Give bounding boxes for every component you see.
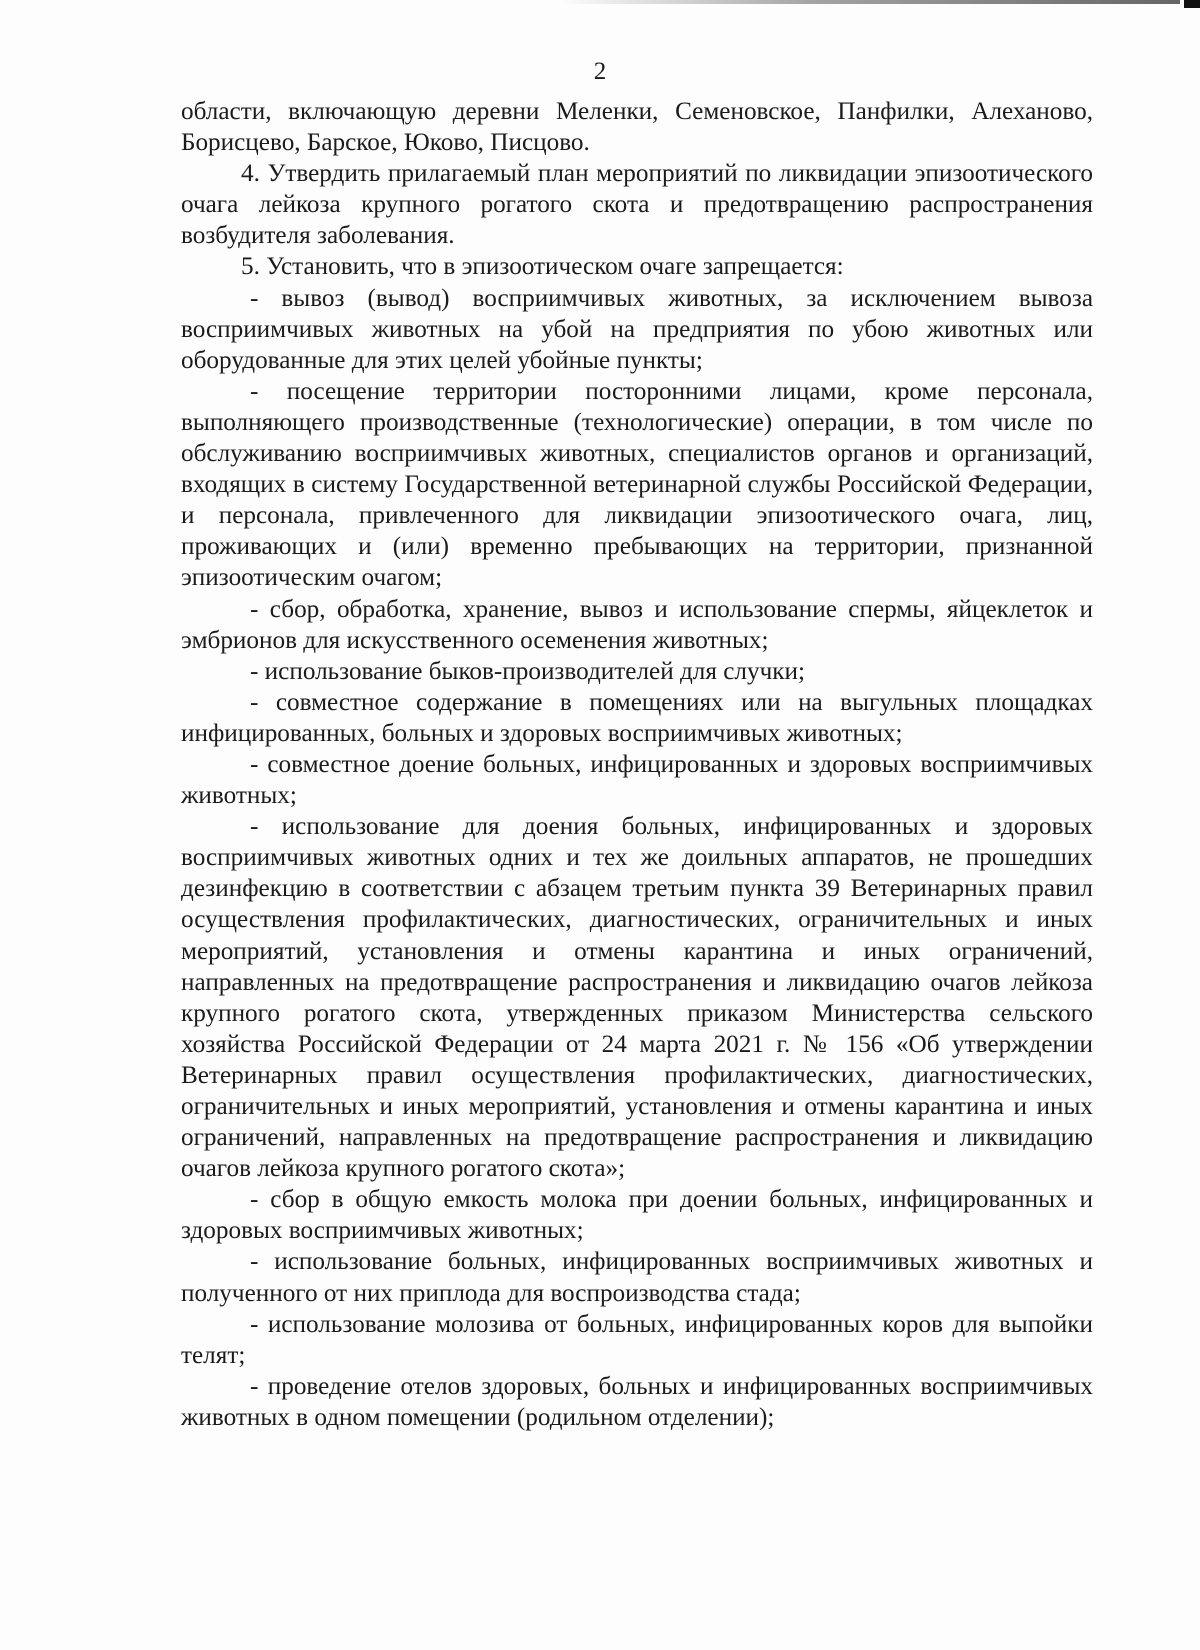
list-item-joint-milking: - совместное доение больных, инфицированных и здоровых восприимчивых животных; (181, 750, 1093, 810)
list-item-removal: - вывоз (вывод) восприимчивых животных, за исключением вывоза восприимчивых животных на убой на предприятия по убою животных или оборудованные для этих целей убойные пункты; (181, 284, 1093, 374)
page-number: 2 (593, 58, 607, 85)
list-item-milking-devices: - использование для доения больных, инфицированных и здоровых восприимчивых животных одних и тех же доильных аппаратов, не прошедших дезинфекцию в соответствии с абзацем третьим пункта 39 Ветеринарных правил осуществления профилактических, диагностических, ограничительных и иных мероприятий, установления и отмены карантина и иных ограничений, направленных на предотвращение распространения и ликвидацию очагов лейкоза крупного рогатого скота, утвержденных приказом Министерства сельского хозяйства Российской Федерации от 24 марта 2021 г. № 156 «Об утверждении Ветеринарных правил осуществления профилактических, диагностических, ограничительных и иных мероприятий, установления и отмены карантина и иных ограничений, направленных на предотвращение распространения и ликвидацию очагов лейкоза крупного рогатого скота»; (181, 813, 1093, 1183)
list-item-sperm: - сбор, обработка, хранение, вывоз и использование спермы, яйцеклеток и эмбрионов для искусственного осеменения животных; (181, 595, 1093, 654)
list-item-joint-keeping: - совместное содержание в помещениях или на выгульных площадках инфицированных, больных и здоровых восприимчивых животных; (181, 688, 1093, 747)
paragraph-item-4: 4. Утвердить прилагаемый план мероприятий по ликвидации эпизоотического очага лейкоза крупного рогатого скота и предотвращению распространения возбудителя заболевания. (181, 160, 1093, 250)
paragraph-continuation: области, включающую деревни Меленки, Семеновское, Панфилки, Алеханово, Борисцево, Барское, Юково, Писцово. (181, 98, 1093, 157)
list-item-milk-collection: - сбор в общую емкость молока при доении больных, инфицированных и здоровых восприимчивых животных; (181, 1186, 1093, 1245)
list-item-visits: - посещение территории посторонними лицами, кроме персонала, выполняющего производственные (технологические) операции, в том числе по обслуживанию восприимчивых животных, специалистов органов и организаций, входящих в систему Государственной ветеринарной службы Российской Федерации, и персонала, привлеченного для ликвидации эпизоотического очага, лиц, проживающих и (или) временно пребывающих на территории, признанной эпизоотическим очагом; (181, 377, 1093, 592)
scan-corner-mark (1184, 0, 1200, 8)
list-item-calving: - проведение отелов здоровых, больных и инфицированных восприимчивых животных в одном помещении (родильном отделении); (181, 1372, 1093, 1431)
list-item-colostrum: - использование молозива от больных, инфицированных коров для выпойки телят; (181, 1310, 1093, 1369)
list-item-reproduction: - использование больных, инфицированных восприимчивых животных и полученного от них приплода для воспроизводства стада; (181, 1248, 1093, 1307)
list-item-bulls: - использование быков-производителей для случки; (250, 657, 805, 685)
paragraph-item-5: 5. Установить, что в эпизоотическом очаге запрещается: (241, 253, 844, 281)
document-body (181, 96, 1093, 1433)
scan-edge (560, 0, 1180, 4)
